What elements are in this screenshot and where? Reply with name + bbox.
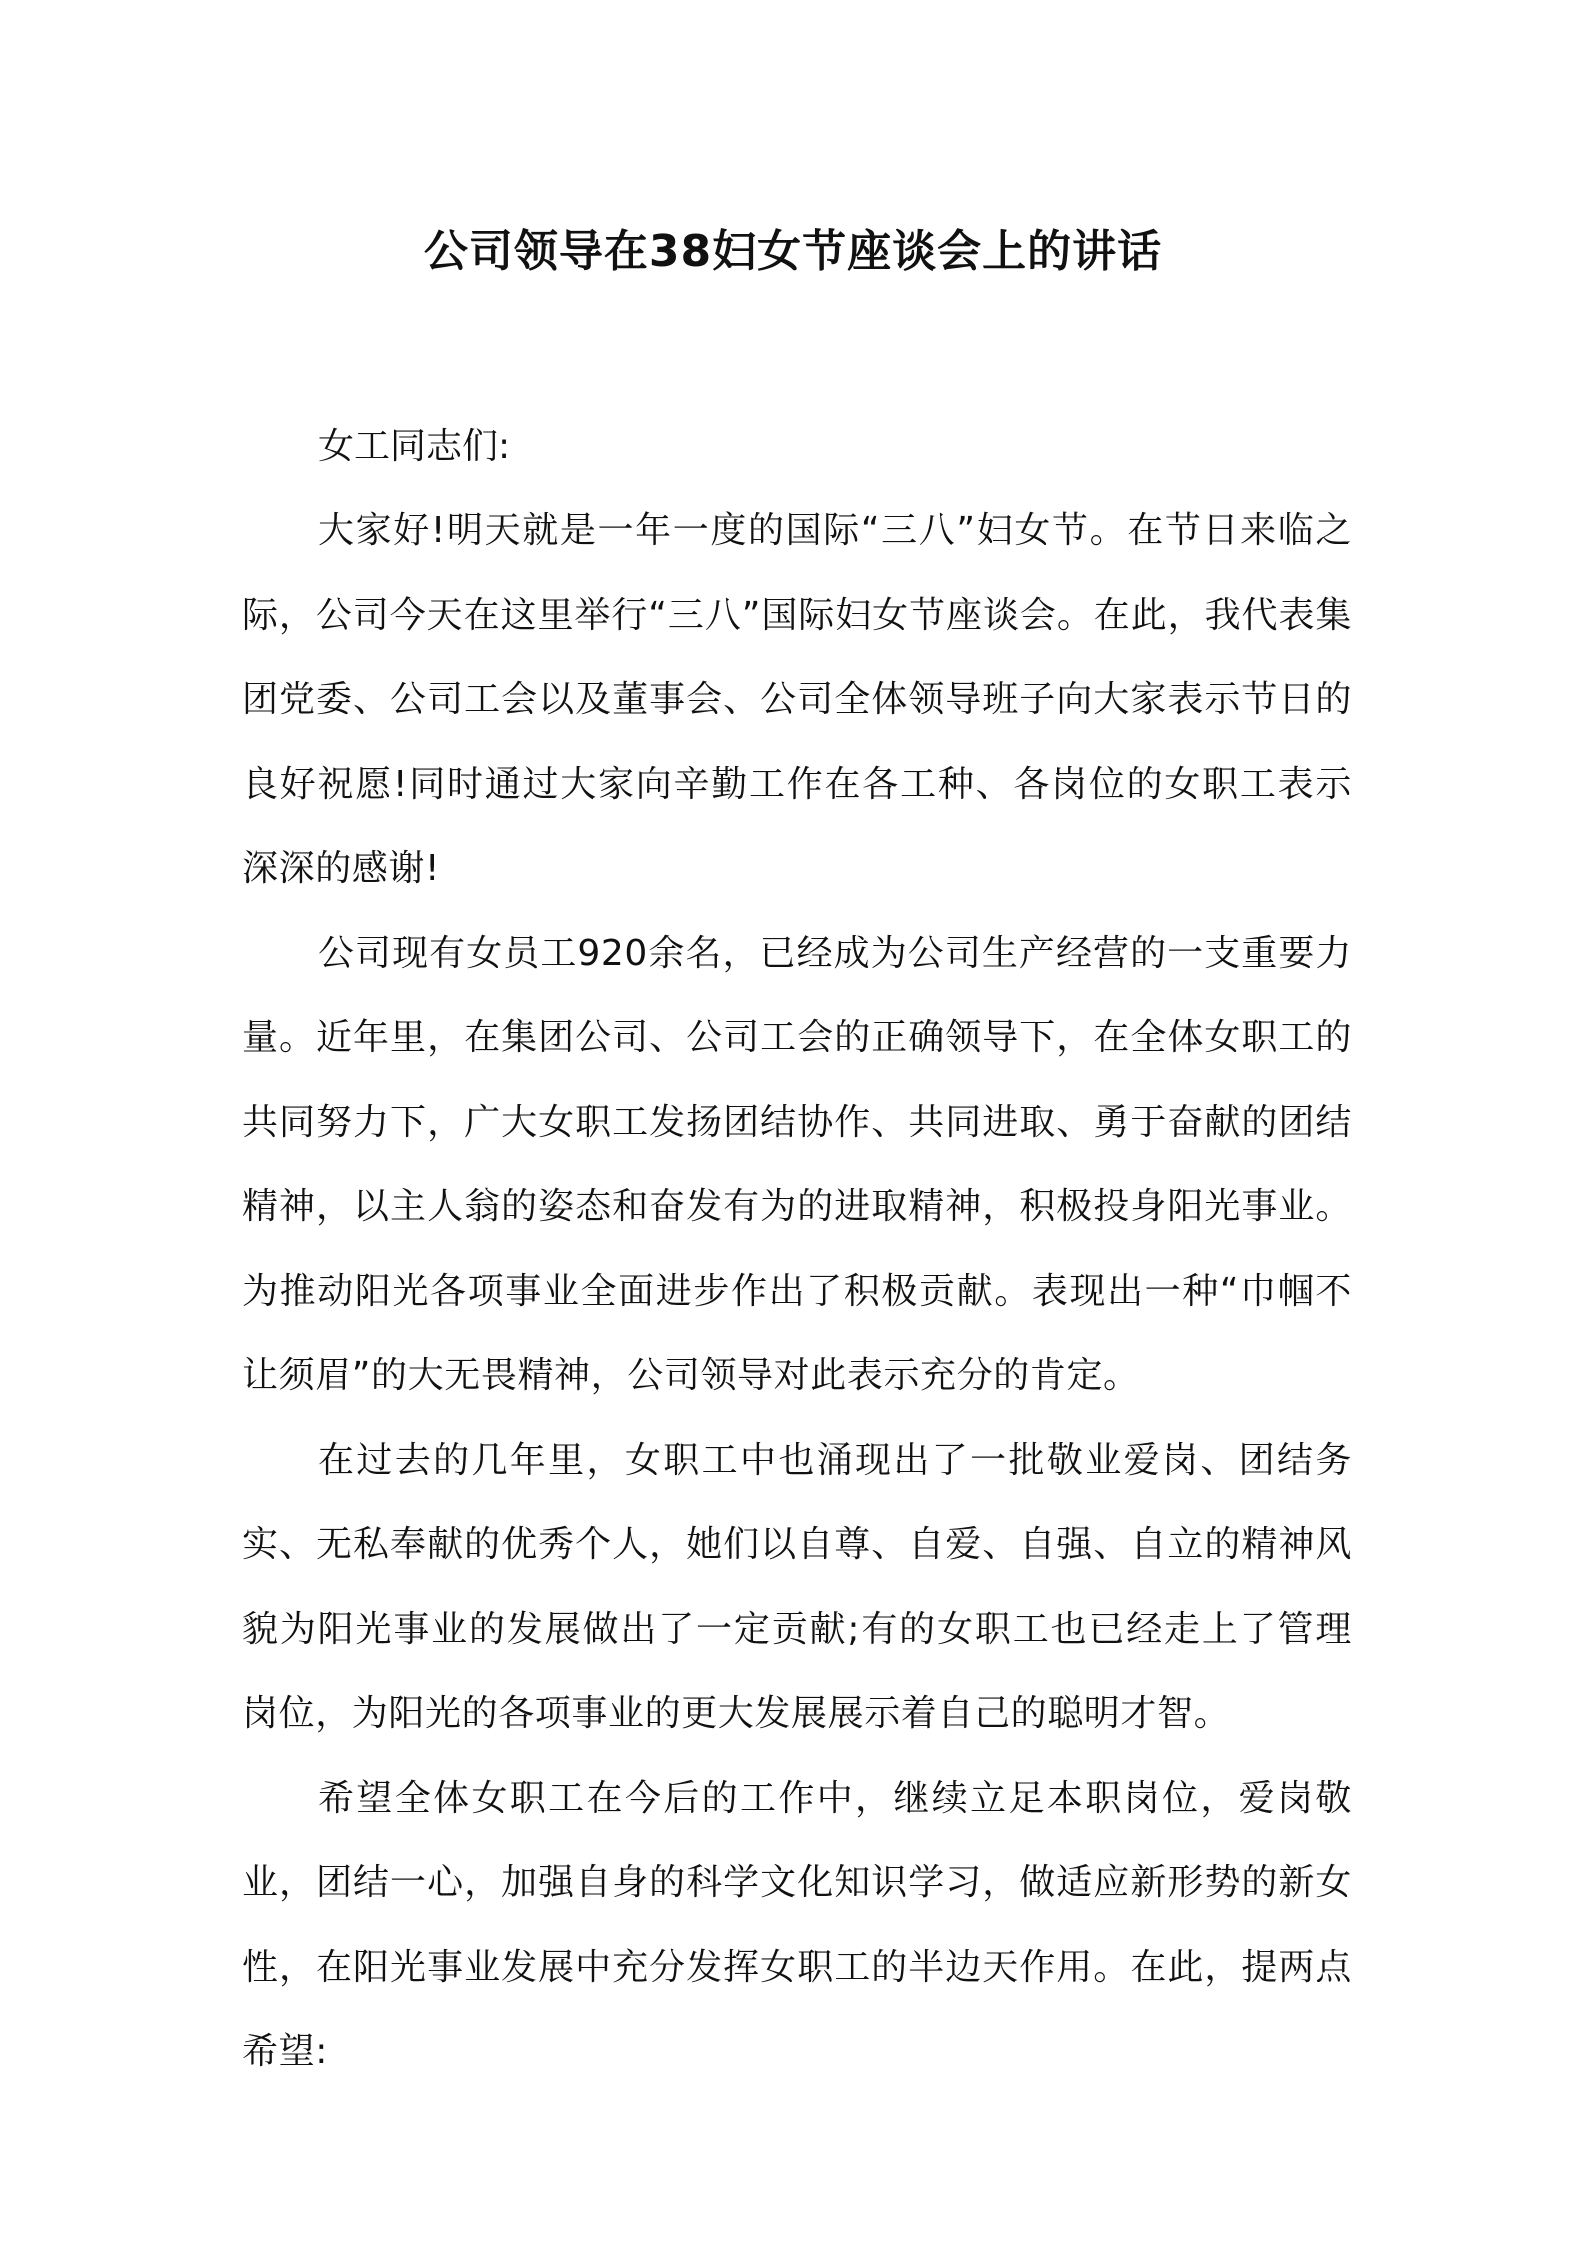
salutation: 女工同志们:: [318, 426, 511, 467]
paragraph: 希望全体女职工在今后的工作中，继续立足本职岗位，爱岗敬业，团结一心，加强自身的科学文化知识学习，做适应新形势的新女性，在阳光事业发展中充分发挥女职工的半边天作用。在此，提两点希望:: [242, 1777, 1352, 2072]
paragraph: 在过去的几年里，女职工中也涌现出了一批敬业爱岗、团结务实、无私奉献的优秀个人，她们以自尊、自爱、自强、自立的精神风貌为阳光事业的发展做出了一定贡献;有的女职工也已经走上了管理岗位，为阳光的各项事业的更大发展展示着自己的聪明才智。: [242, 1439, 1352, 1734]
document-body: [242, 405, 1352, 2095]
document-title: 公司领导在38妇女节座谈会上的讲话: [423, 226, 1163, 277]
paragraph: 公司现有女员工920余名，已经成为公司生产经营的一支重要力量。近年里，在集团公司、公司工会的正确领导下，在全体女职工的共同努力下，广大女职工发扬团结协作、共同进取、勇于奋献的团结精神，以主人翁的姿态和奋发有为的进取精神，积极投身阳光事业。为推动阳光各项事业全面进步作出了积极贡献。表现出一种“巾帼不让须眉”的大无畏精神，公司领导对此表示充分的肯定。: [242, 932, 1352, 1396]
paragraph: 大家好!明天就是一年一度的国际“三八”妇女节。在节日来临之际，公司今天在这里举行“三八”国际妇女节座谈会。在此，我代表集团党委、公司工会以及董事会、公司全体领导班子向大家表示节日的良好祝愿!同时通过大家向辛勤工作在各工种、各岗位的女职工表示深深的感谢!: [242, 510, 1352, 889]
